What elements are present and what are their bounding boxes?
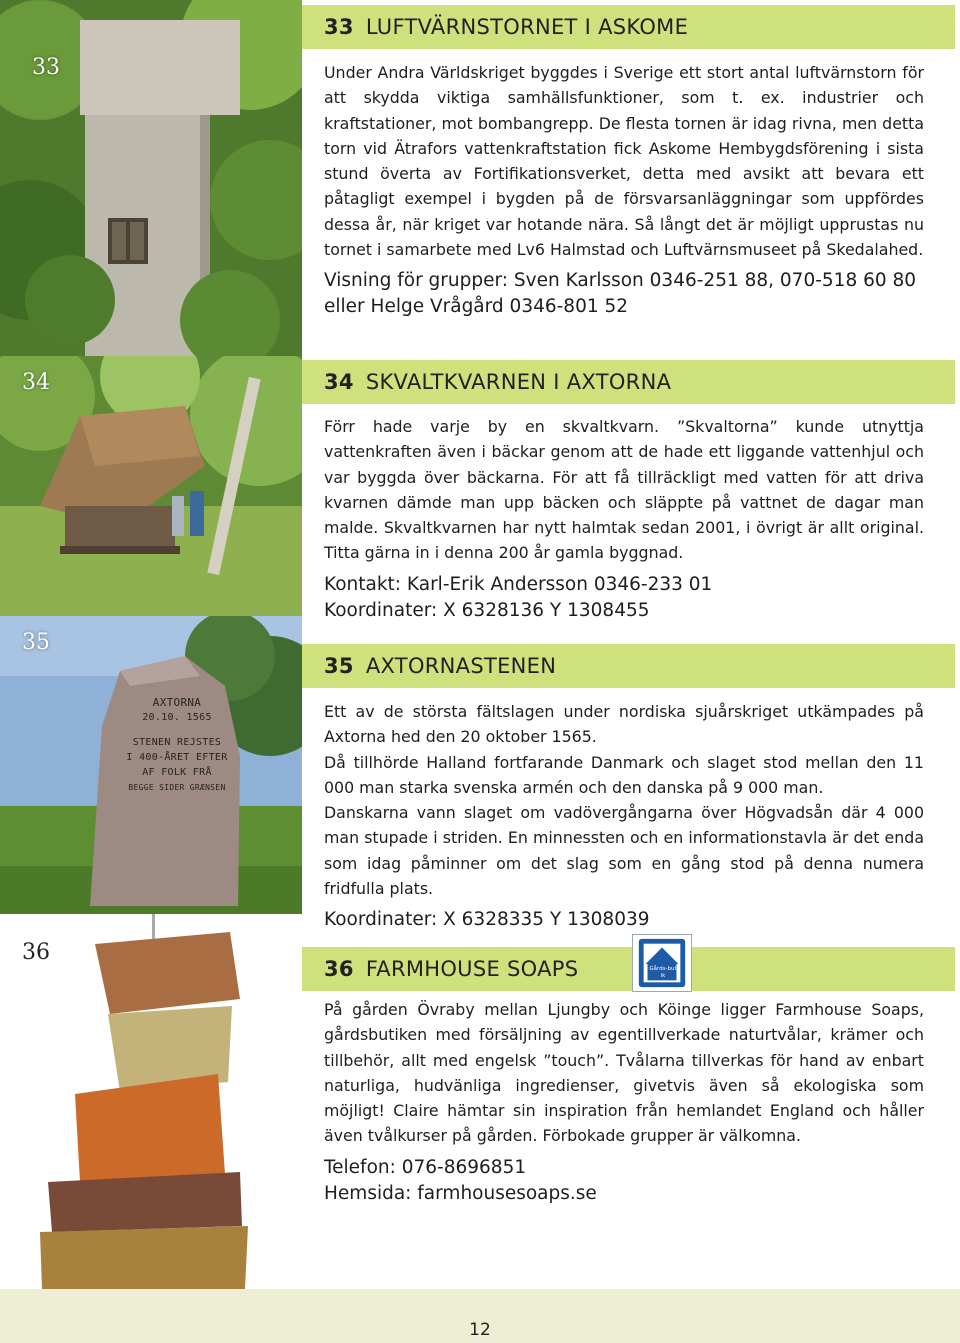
section-title [324, 15, 688, 39]
contact-line: eller Helge Vrågård 0346-801 52 [324, 296, 629, 318]
section-number: 34 [324, 370, 354, 394]
contact-line: Koordinater: X 6328136 Y 1308455 [324, 599, 650, 621]
contact-line: Telefon: 076-8696851 [324, 1156, 527, 1178]
photo-mill [0, 356, 302, 616]
section-number: 35 [324, 654, 354, 678]
section-body-33 [324, 60, 924, 320]
section-heading: SKVALTKVARNEN I AXTORNA [365, 370, 672, 394]
contact-line: Kontakt: Karl-Erik Andersson 0346-233 01 [324, 573, 713, 595]
paragraph: Under Andra Världskriget byggdes i Sverige ett stort antal luftvärnstorn för att skydda viktiga samhällsfunktioner, som t. ex. industrier och kraftstationer, mot bombangrepp. De flesta tornen är idag rivna, men detta torn vid Ätrafors vattenkraftstation fick Askome Hembygdsförening i sista stund överta av Fortifikationsverket, detta med avsikt att bevara ett påtagligt exempel i bygden på de försvarsanläggningar som uppfördes dessa år, när kriget var hotande nära. Så långt det är möjligt upprustas nu tornet i samarbete med Lv6 Halmstad och Luftvärnsmuseet på Skedalahed. [324, 63, 924, 260]
inscription-line: AF FOLK FRÅ [142, 767, 212, 778]
photo-number-34: 34 [22, 370, 50, 395]
paragraph: Danskarna vann slaget om vadövergångarna över Högvadsån där 4 000 man stupade i striden. En minnessten och en informationstavla är det enda som idag påminner om det slag som en gång stod på denna numera fridfulla plats. [324, 803, 924, 899]
section-header-33 [302, 5, 955, 49]
photo-number-36: 36 [22, 940, 50, 965]
farm-shop-sign-icon [632, 934, 692, 992]
photo-tower [0, 0, 302, 356]
section-number: 36 [324, 957, 354, 981]
inscription-line: I 400-ÅRET EFTER [126, 752, 228, 763]
inscription-line: 20.10. 1565 [142, 712, 212, 723]
sign-label: Gårds-butik [649, 966, 677, 979]
contact-line: Hemsida: farmhousesoaps.se [324, 1182, 597, 1204]
section-header-34 [302, 360, 955, 404]
photo-number-35: 35 [22, 630, 50, 655]
paragraph: Förr hade varje by en skvaltkvarn. ”Skvaltorna” kunde utnyttja vattenkraften även i bäckar genom att de hade ett liggande vattenhjul och var byggda över bäckarna. För att få tillräckligt med vatten för att driva kvarnen dämde man upp bäcken och släppte på vattnet de dagar man malde. Skvaltkvarnen har nytt halmtak sedan 2001, i övrigt är allt original. Titta gärna in i denna 200 år gamla byggnad. [324, 417, 924, 563]
photo-soaps [0, 914, 302, 1289]
paragraph: Ett av de största fältslagen under nordiska sjuårskriget utkämpades på Axtorna hed den 20 oktober 1565. [324, 702, 924, 747]
paragraph: På gården Övraby mellan Ljungby och Köinge ligger Farmhouse Soaps, gårdsbutiken med försäljning av egentillverkade naturtvålar, krämer och tillbehör, allt med engelsk ”touch”. Tvålarna tillverkas för hand av enbart naturliga, hudvänliga ingredienser, givetvis även så ekologiska som möjligt! Claire hämtar sin inspiration från hemlandet England och håller även tvålkurser på gården. Förbokade grupper är välkomna. [324, 1000, 924, 1146]
inscription-line: BEGGE SIDER GRÆNSEN [128, 783, 226, 792]
section-body-35 [324, 699, 924, 933]
section-title [324, 654, 556, 678]
page-number: 12 [469, 1320, 491, 1340]
section-header-36 [302, 947, 955, 991]
section-body-36 [324, 997, 924, 1207]
section-title [324, 957, 578, 981]
section-heading: LUFTVÄRNSTORNET I ASKOME [365, 15, 689, 39]
stone-inscription [122, 695, 232, 795]
section-body-34 [324, 414, 924, 624]
inscription-line: AXTORNA [152, 696, 202, 709]
paragraph: Då tillhörde Halland fortfarande Danmark och slaget stod mellan den 11 000 man starka svenska armén och den danska på 9 000 man. [324, 752, 924, 797]
section-heading: FARMHOUSE SOAPS [365, 957, 579, 981]
section-header-35 [302, 644, 955, 688]
inscription-line: STENEN REJSTES [132, 737, 222, 748]
photo-number-33: 33 [32, 55, 60, 80]
section-heading: AXTORNASTENEN [365, 654, 557, 678]
contact-line: Koordinater: X 6328335 Y 1308039 [324, 909, 650, 931]
contact-line: Visning för grupper: Sven Karlsson 0346-251 88, 070-518 60 80 [324, 270, 917, 292]
section-number: 33 [324, 15, 354, 39]
section-title [324, 370, 671, 394]
